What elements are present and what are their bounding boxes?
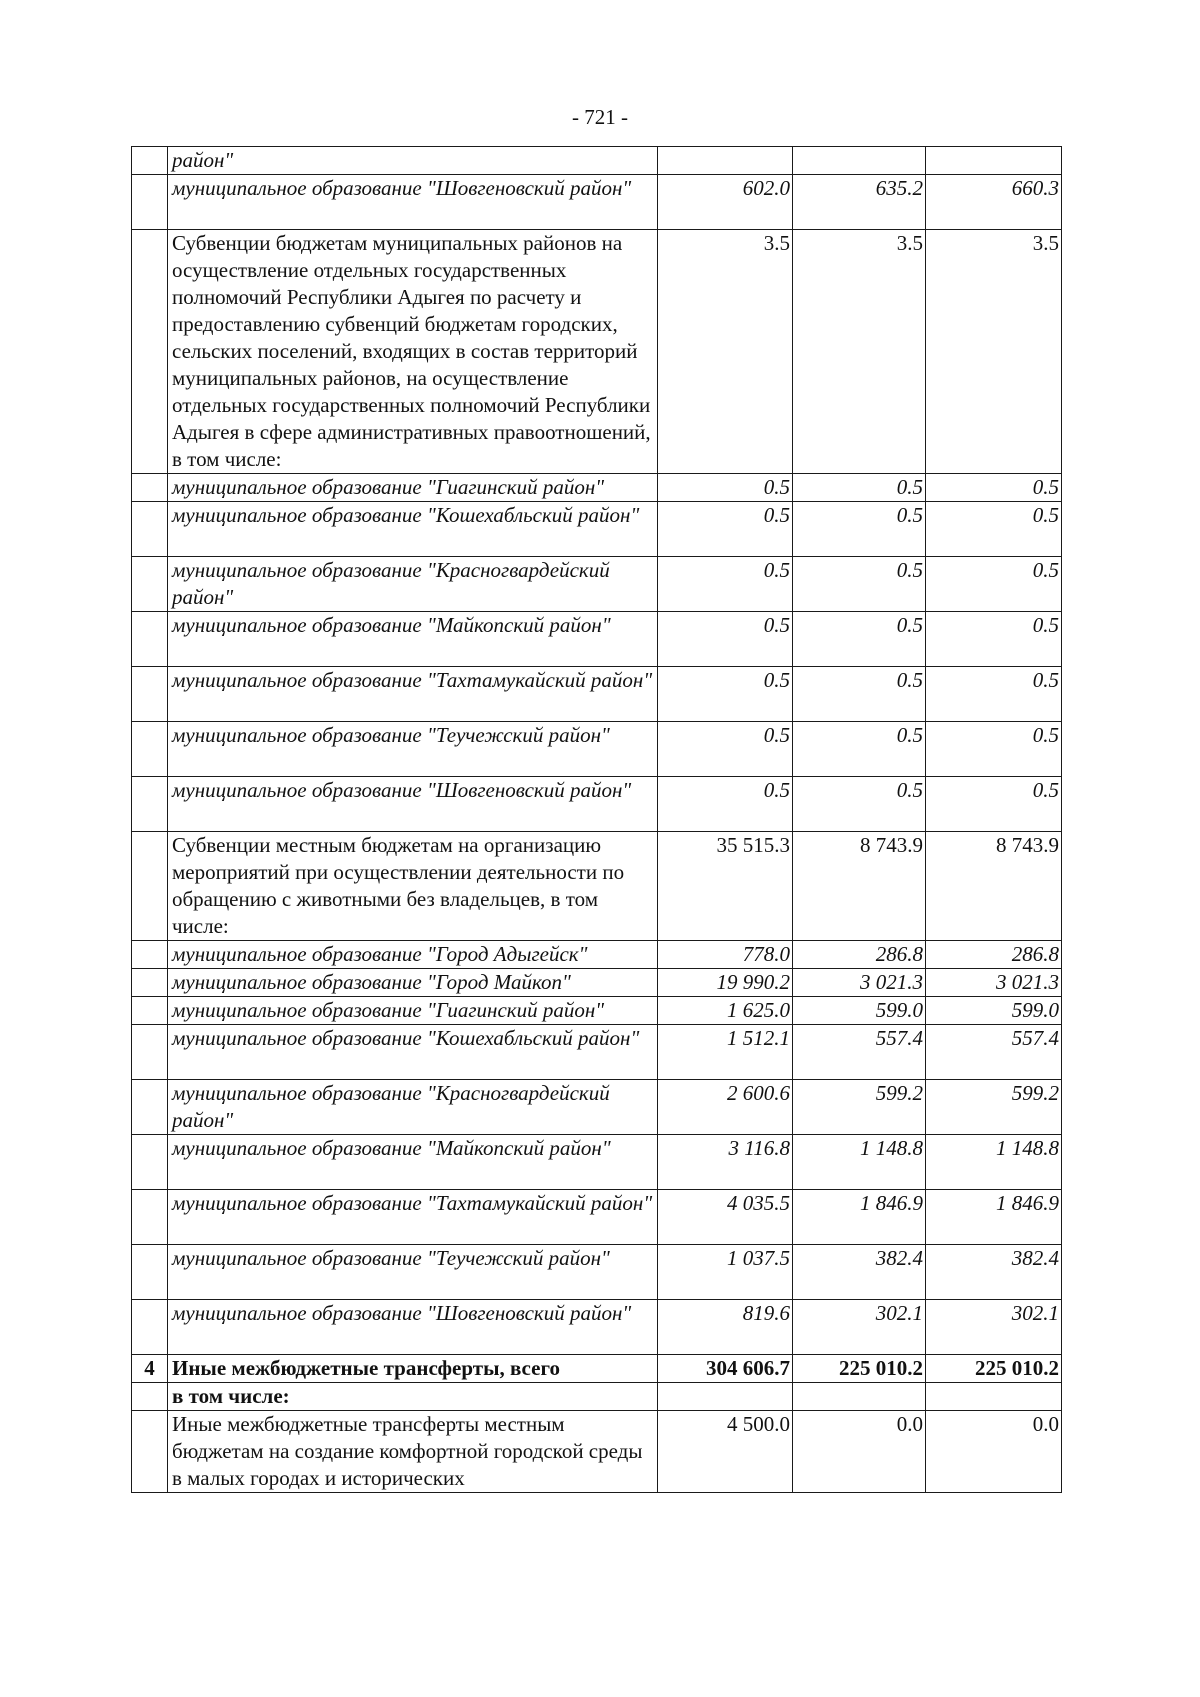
row-name-cell: муниципальное образование "Красногвардейский район" <box>168 557 658 612</box>
value-year3-cell <box>926 147 1062 175</box>
value-year2-cell: 382.4 <box>793 1245 926 1300</box>
table-row <box>132 612 1062 667</box>
value-year1-cell: 778.0 <box>658 941 793 969</box>
row-number-cell <box>132 969 168 997</box>
value-year1-cell: 4 500.0 <box>658 1411 793 1493</box>
table-row <box>132 557 1062 612</box>
row-number-cell <box>132 941 168 969</box>
value-year2-cell: 0.5 <box>793 557 926 612</box>
row-number-cell <box>132 997 168 1025</box>
value-year2-cell <box>793 1383 926 1411</box>
row-name-cell: муниципальное образование "Красногвардейский район" <box>168 1080 658 1135</box>
value-year2-cell: 0.0 <box>793 1411 926 1493</box>
value-year2-cell: 225 010.2 <box>793 1355 926 1383</box>
table-row <box>132 667 1062 722</box>
value-year2-cell: 3.5 <box>793 230 926 474</box>
table-row <box>132 1383 1062 1411</box>
value-year1-cell: 0.5 <box>658 667 793 722</box>
page-number: - 721 - <box>572 105 628 129</box>
value-year3-cell: 0.0 <box>926 1411 1062 1493</box>
row-name-cell: Субвенции бюджетам муниципальных районов на осуществление отдельных государственных полномочий Республики Адыгея по расчету и предоставлению субвенций бюджетам городских, сельских поселений, входящих в состав территорий муниципальных районов, на осуществление отдельных государственных полномочий Республики Адыгея в сфере административных правоотношений, в том числе: <box>168 230 658 474</box>
value-year3-cell: 0.5 <box>926 722 1062 777</box>
value-year3-cell: 0.5 <box>926 667 1062 722</box>
value-year2-cell: 0.5 <box>793 502 926 557</box>
value-year3-cell: 1 148.8 <box>926 1135 1062 1190</box>
value-year1-cell: 0.5 <box>658 722 793 777</box>
row-name-cell: муниципальное образование "Гиагинский район" <box>168 474 658 502</box>
value-year1-cell: 1 512.1 <box>658 1025 793 1080</box>
value-year3-cell: 302.1 <box>926 1300 1062 1355</box>
table-row <box>132 1355 1062 1383</box>
row-number-cell <box>132 147 168 175</box>
value-year2-cell: 635.2 <box>793 175 926 230</box>
row-number-cell <box>132 1245 168 1300</box>
value-year2-cell: 557.4 <box>793 1025 926 1080</box>
value-year3-cell: 0.5 <box>926 474 1062 502</box>
value-year3-cell: 599.0 <box>926 997 1062 1025</box>
value-year2-cell <box>793 147 926 175</box>
value-year1-cell: 1 037.5 <box>658 1245 793 1300</box>
table-row <box>132 941 1062 969</box>
table-row <box>132 1411 1062 1493</box>
value-year1-cell: 0.5 <box>658 474 793 502</box>
row-name-cell: муниципальное образование "Город Адыгейск" <box>168 941 658 969</box>
table-row <box>132 777 1062 832</box>
row-name-cell: муниципальное образование "Майкопский район" <box>168 1135 658 1190</box>
value-year1-cell: 19 990.2 <box>658 969 793 997</box>
row-name-cell: район" <box>168 147 658 175</box>
table-row <box>132 1025 1062 1080</box>
row-name-cell: муниципальное образование "Тахтамукайский район" <box>168 667 658 722</box>
row-number-cell <box>132 1190 168 1245</box>
table-row <box>132 230 1062 474</box>
value-year2-cell: 8 743.9 <box>793 832 926 941</box>
value-year2-cell: 0.5 <box>793 777 926 832</box>
row-name-cell: Иные межбюджетные трансферты местным бюджетам на создание комфортной городской среды в малых городах и исторических <box>168 1411 658 1493</box>
table-row <box>132 1135 1062 1190</box>
value-year1-cell: 1 625.0 <box>658 997 793 1025</box>
table-row <box>132 997 1062 1025</box>
value-year3-cell: 0.5 <box>926 502 1062 557</box>
value-year1-cell <box>658 1383 793 1411</box>
value-year3-cell: 0.5 <box>926 777 1062 832</box>
value-year3-cell: 0.5 <box>926 612 1062 667</box>
row-number-cell <box>132 777 168 832</box>
table-row <box>132 1245 1062 1300</box>
row-number-cell <box>132 502 168 557</box>
value-year2-cell: 3 021.3 <box>793 969 926 997</box>
row-number-cell <box>132 474 168 502</box>
row-number-cell <box>132 722 168 777</box>
row-number-cell <box>132 612 168 667</box>
table-row <box>132 502 1062 557</box>
row-number-cell <box>132 557 168 612</box>
value-year1-cell: 35 515.3 <box>658 832 793 941</box>
row-name-cell: муниципальное образование "Город Майкоп" <box>168 969 658 997</box>
value-year3-cell: 225 010.2 <box>926 1355 1062 1383</box>
value-year2-cell: 0.5 <box>793 667 926 722</box>
table-row <box>132 1300 1062 1355</box>
table-row <box>132 722 1062 777</box>
value-year3-cell: 8 743.9 <box>926 832 1062 941</box>
budget-table <box>131 146 1062 1493</box>
row-number-cell <box>132 1383 168 1411</box>
value-year2-cell: 302.1 <box>793 1300 926 1355</box>
value-year1-cell: 0.5 <box>658 612 793 667</box>
value-year2-cell: 1 148.8 <box>793 1135 926 1190</box>
value-year3-cell: 3.5 <box>926 230 1062 474</box>
row-name-cell: муниципальное образование "Кошехабльский район" <box>168 502 658 557</box>
value-year3-cell: 0.5 <box>926 557 1062 612</box>
value-year2-cell: 286.8 <box>793 941 926 969</box>
row-number-cell <box>132 1411 168 1493</box>
value-year3-cell: 3 021.3 <box>926 969 1062 997</box>
value-year1-cell: 3 116.8 <box>658 1135 793 1190</box>
value-year2-cell: 599.2 <box>793 1080 926 1135</box>
value-year1-cell: 602.0 <box>658 175 793 230</box>
row-number-cell: 4 <box>132 1355 168 1383</box>
value-year1-cell: 4 035.5 <box>658 1190 793 1245</box>
row-name-cell: муниципальное образование "Майкопский район" <box>168 612 658 667</box>
value-year2-cell: 0.5 <box>793 612 926 667</box>
value-year1-cell: 2 600.6 <box>658 1080 793 1135</box>
row-number-cell <box>132 175 168 230</box>
table-row <box>132 474 1062 502</box>
value-year1-cell: 819.6 <box>658 1300 793 1355</box>
row-name-cell: муниципальное образование "Шовгеновский район" <box>168 1300 658 1355</box>
row-name-cell: муниципальное образование "Теучежский район" <box>168 722 658 777</box>
value-year1-cell: 3.5 <box>658 230 793 474</box>
row-number-cell <box>132 832 168 941</box>
value-year2-cell: 1 846.9 <box>793 1190 926 1245</box>
value-year1-cell: 0.5 <box>658 557 793 612</box>
table-row <box>132 147 1062 175</box>
row-number-cell <box>132 1025 168 1080</box>
value-year1-cell: 0.5 <box>658 777 793 832</box>
value-year3-cell: 557.4 <box>926 1025 1062 1080</box>
table-row <box>132 969 1062 997</box>
value-year3-cell: 286.8 <box>926 941 1062 969</box>
row-number-cell <box>132 1080 168 1135</box>
row-name-cell: Субвенции местным бюджетам на организацию мероприятий при осуществлении деятельности по обращению с животными без владельцев, в том числе: <box>168 832 658 941</box>
table-row <box>132 1080 1062 1135</box>
value-year1-cell: 0.5 <box>658 502 793 557</box>
value-year3-cell: 660.3 <box>926 175 1062 230</box>
table-row <box>132 1190 1062 1245</box>
table-row <box>132 175 1062 230</box>
value-year1-cell: 304 606.7 <box>658 1355 793 1383</box>
row-name-cell: муниципальное образование "Кошехабльский район" <box>168 1025 658 1080</box>
value-year2-cell: 0.5 <box>793 474 926 502</box>
table-body <box>132 147 1062 1493</box>
row-number-cell <box>132 1135 168 1190</box>
row-number-cell <box>132 667 168 722</box>
value-year3-cell <box>926 1383 1062 1411</box>
value-year1-cell <box>658 147 793 175</box>
table-row <box>132 832 1062 941</box>
value-year3-cell: 599.2 <box>926 1080 1062 1135</box>
value-year2-cell: 0.5 <box>793 722 926 777</box>
row-name-cell: муниципальное образование "Шовгеновский район" <box>168 777 658 832</box>
row-name-cell: муниципальное образование "Тахтамукайский район" <box>168 1190 658 1245</box>
row-name-cell: муниципальное образование "Шовгеновский район" <box>168 175 658 230</box>
row-number-cell <box>132 1300 168 1355</box>
value-year3-cell: 382.4 <box>926 1245 1062 1300</box>
value-year3-cell: 1 846.9 <box>926 1190 1062 1245</box>
value-year2-cell: 599.0 <box>793 997 926 1025</box>
row-name-cell: Иные межбюджетные трансферты, всего <box>168 1355 658 1383</box>
row-name-cell: муниципальное образование "Гиагинский район" <box>168 997 658 1025</box>
row-name-cell: муниципальное образование "Теучежский район" <box>168 1245 658 1300</box>
row-name-cell: в том числе: <box>168 1383 658 1411</box>
row-number-cell <box>132 230 168 474</box>
